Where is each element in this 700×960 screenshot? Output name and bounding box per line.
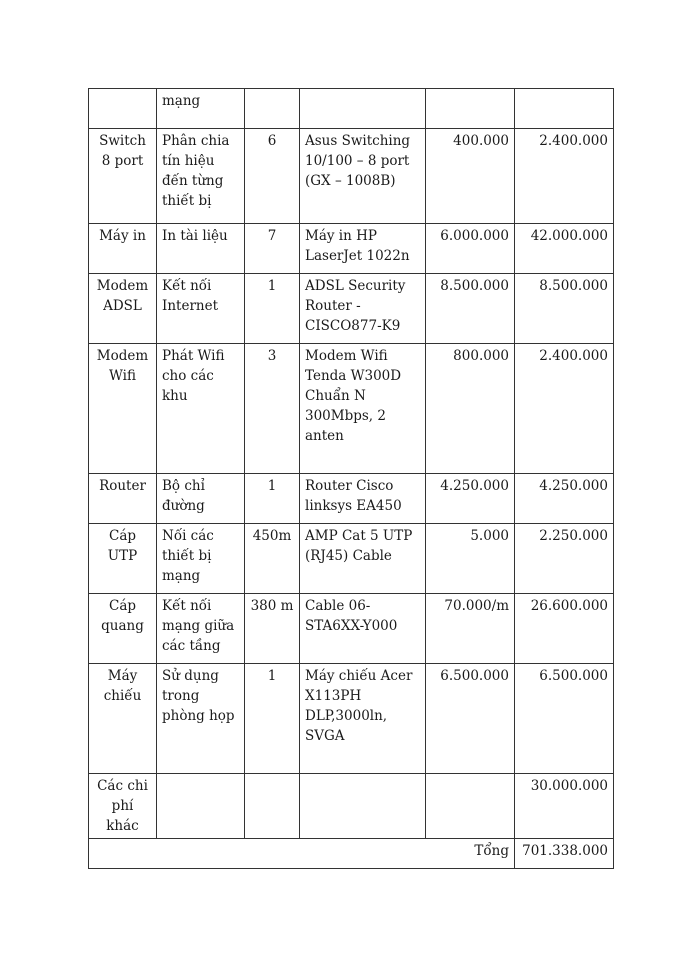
table-row [89, 129, 614, 224]
unit-price-cell [426, 774, 515, 839]
unit-price-cell: 6.000.000 [426, 224, 515, 274]
device-name-cell: Cáp UTP [89, 524, 157, 594]
unit-price-cell [426, 89, 515, 129]
unit-price-cell: 8.500.000 [426, 274, 515, 344]
model-cell: Máy chiếu Acer X113PH DLP,3000ln, SVGA [300, 664, 426, 774]
unit-price-cell: 800.000 [426, 344, 515, 474]
quantity-cell: 450m [245, 524, 300, 594]
model-cell: Modem Wifi Tenda W300D Chuẩn N 300Mbps, 2 anten [300, 344, 426, 474]
table-row [89, 474, 614, 524]
total-price-cell [515, 89, 614, 129]
table-body [89, 89, 614, 869]
quantity-cell [245, 774, 300, 839]
purpose-cell [157, 774, 245, 839]
table-row [89, 89, 614, 129]
device-name-cell: Máy chiếu [89, 664, 157, 774]
device-name-cell: Cáp quang [89, 594, 157, 664]
purpose-cell: Bộ chỉ đường [157, 474, 245, 524]
grand-total-label: Tổng [89, 839, 515, 869]
table-row [89, 594, 614, 664]
total-price-cell: 30.000.000 [515, 774, 614, 839]
purpose-cell: In tài liệu [157, 224, 245, 274]
model-cell: AMP Cat 5 UTP (RJ45) Cable [300, 524, 426, 594]
unit-price-cell: 70.000/m [426, 594, 515, 664]
purpose-cell: Kết nối mạng giữa các tầng [157, 594, 245, 664]
quantity-cell: 7 [245, 224, 300, 274]
grand-total-value: 701.338.000 [515, 839, 614, 869]
model-cell [300, 774, 426, 839]
quantity-cell: 3 [245, 344, 300, 474]
unit-price-cell: 4.250.000 [426, 474, 515, 524]
model-cell: Router Cisco linksys EA450 [300, 474, 426, 524]
model-cell: ADSL Security Router - CISCO877-K9 [300, 274, 426, 344]
total-price-cell: 4.250.000 [515, 474, 614, 524]
total-price-cell: 2.400.000 [515, 344, 614, 474]
model-cell: Asus Switching 10/100 – 8 port (GX – 1008B) [300, 129, 426, 224]
equipment-cost-table [88, 88, 614, 869]
total-price-cell: 6.500.000 [515, 664, 614, 774]
total-price-cell: 2.250.000 [515, 524, 614, 594]
quantity-cell [245, 89, 300, 129]
total-price-cell: 42.000.000 [515, 224, 614, 274]
device-name-cell: Các chi phí khác [89, 774, 157, 839]
purpose-cell: mạng [157, 89, 245, 129]
model-cell [300, 89, 426, 129]
total-price-cell: 26.600.000 [515, 594, 614, 664]
grand-total-row [89, 839, 614, 869]
quantity-cell: 380 m [245, 594, 300, 664]
device-name-cell: Switch 8 port [89, 129, 157, 224]
device-name-cell: Modem ADSL [89, 274, 157, 344]
quantity-cell: 1 [245, 274, 300, 344]
table-row [89, 774, 614, 839]
table-row [89, 664, 614, 774]
purpose-cell: Kết nối Internet [157, 274, 245, 344]
device-name-cell: Máy in [89, 224, 157, 274]
quantity-cell: 6 [245, 129, 300, 224]
model-cell: Cable 06-STA6XX-Y000 [300, 594, 426, 664]
total-price-cell: 8.500.000 [515, 274, 614, 344]
quantity-cell: 1 [245, 664, 300, 774]
device-name-cell [89, 89, 157, 129]
table-row [89, 344, 614, 474]
purpose-cell: Phát Wifi cho các khu [157, 344, 245, 474]
total-price-cell: 2.400.000 [515, 129, 614, 224]
table-row [89, 274, 614, 344]
model-cell: Máy in HP LaserJet 1022n [300, 224, 426, 274]
purpose-cell: Sử dụng trong phòng họp [157, 664, 245, 774]
device-name-cell: Router [89, 474, 157, 524]
table-row [89, 524, 614, 594]
unit-price-cell: 6.500.000 [426, 664, 515, 774]
quantity-cell: 1 [245, 474, 300, 524]
purpose-cell: Phân chia tín hiệu đến từng thiết bị [157, 129, 245, 224]
unit-price-cell: 5.000 [426, 524, 515, 594]
device-name-cell: Modem Wifi [89, 344, 157, 474]
table-row [89, 224, 614, 274]
purpose-cell: Nối các thiết bị mạng [157, 524, 245, 594]
unit-price-cell: 400.000 [426, 129, 515, 224]
